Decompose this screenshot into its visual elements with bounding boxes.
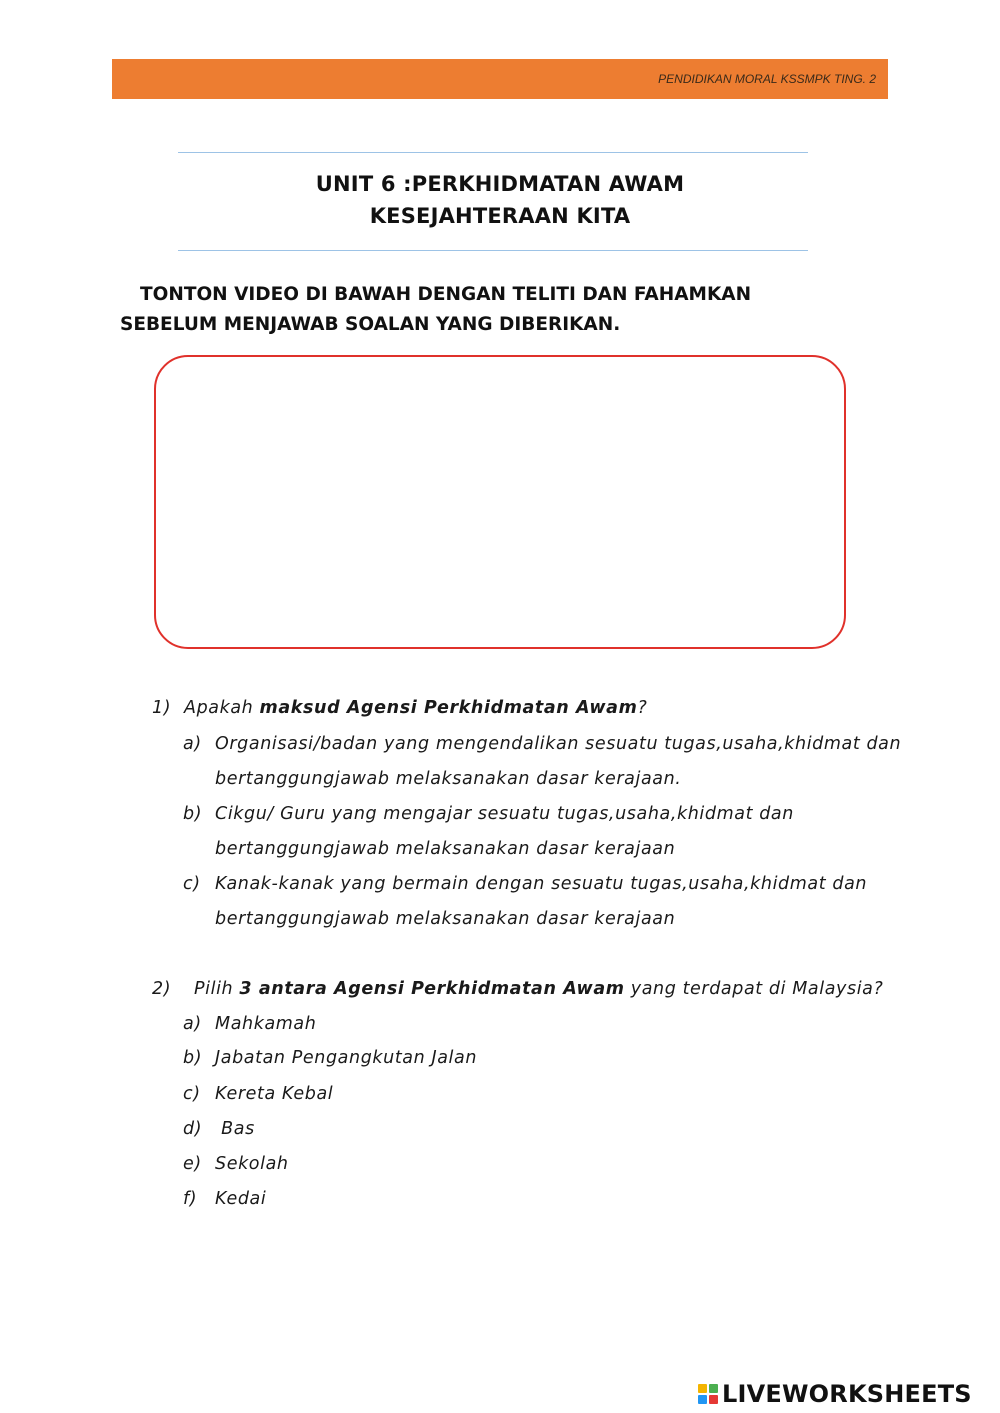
question-text-bold: 3 antara Agensi Perkhidmatan Awam — [239, 979, 625, 999]
option-letter: c) — [183, 874, 201, 894]
q1-option-b[interactable] — [183, 804, 794, 824]
question-text-post: ? — [637, 698, 648, 718]
q2-option-f[interactable] — [183, 1189, 266, 1209]
liveworksheets-watermark — [698, 1380, 972, 1408]
question-text-bold: maksud Agensi Perkhidmatan Awam — [259, 698, 638, 718]
instruction-line1: TONTON VIDEO DI BAWAH DENGAN TELITI DAN FAHAMKAN — [140, 284, 752, 305]
q1-option-c[interactable] — [183, 874, 867, 894]
watermark-text: LIVEWORKSHEETS — [722, 1380, 972, 1408]
option-text: Kereta Kebal — [215, 1084, 334, 1104]
option-text: Jabatan Pengangkutan Jalan — [215, 1048, 478, 1068]
option-text: Kanak-kanak yang bermain dengan sesuatu tugas,usaha,khidmat dan — [215, 874, 868, 894]
title-rule-top — [178, 152, 808, 153]
option-letter: b) — [183, 1048, 203, 1068]
q2-option-c[interactable] — [183, 1084, 333, 1104]
question-text-post: yang terdapat di Malaysia? — [624, 979, 884, 999]
option-text: Sekolah — [215, 1154, 289, 1174]
option-text: Kedai — [215, 1189, 267, 1209]
q1-option-c-cont: bertanggungjawab melaksanakan dasar kerajaan — [215, 909, 676, 929]
option-letter: f) — [183, 1189, 198, 1209]
header-bar — [112, 59, 888, 99]
option-letter: a) — [183, 1014, 202, 1034]
question-text-pre: Pilih — [194, 979, 240, 999]
option-text: Cikgu/ Guru yang mengajar sesuatu tugas,usaha,khidmat dan — [215, 804, 794, 824]
option-letter: e) — [183, 1154, 202, 1174]
page-title-line2: KESEJAHTERAAN KITA — [369, 204, 631, 228]
option-letter: c) — [183, 1084, 201, 1104]
option-text: Bas — [215, 1119, 255, 1139]
q1-option-a-cont: bertanggungjawab melaksanakan dasar kerajaan. — [215, 769, 682, 789]
question-text-pre: Apakah — [184, 698, 260, 718]
video-embed-area[interactable] — [154, 355, 846, 649]
q2-option-e[interactable] — [183, 1154, 289, 1174]
title-rule-bottom — [178, 250, 808, 251]
q1-option-b-cont: bertanggungjawab melaksanakan dasar kerajaan — [215, 839, 676, 859]
question-number: 2) — [152, 979, 172, 999]
option-letter: d) — [183, 1119, 203, 1139]
q2-option-b[interactable] — [183, 1048, 477, 1068]
option-letter: b) — [183, 804, 203, 824]
q2-option-d[interactable] — [183, 1119, 255, 1139]
instruction-line2: SEBELUM MENJAWAB SOALAN YANG DIBERIKAN. — [120, 314, 621, 335]
question-number: 1) — [152, 698, 172, 718]
option-text: Organisasi/badan yang mengendalikan sesuatu tugas,usaha,khidmat dan — [215, 734, 902, 754]
option-letter: a) — [183, 734, 202, 754]
page-title-line1: UNIT 6 :PERKHIDMATAN AWAM — [315, 172, 685, 196]
liveworksheets-logo-icon — [698, 1384, 718, 1404]
q1-option-a[interactable] — [183, 734, 901, 754]
option-text: Mahkamah — [215, 1014, 317, 1034]
question-2 — [152, 979, 883, 999]
question-1 — [152, 698, 647, 718]
header-text: PENDIDIKAN MORAL KSSMPK TING. 2 — [658, 72, 876, 86]
q2-option-a[interactable] — [183, 1014, 316, 1034]
